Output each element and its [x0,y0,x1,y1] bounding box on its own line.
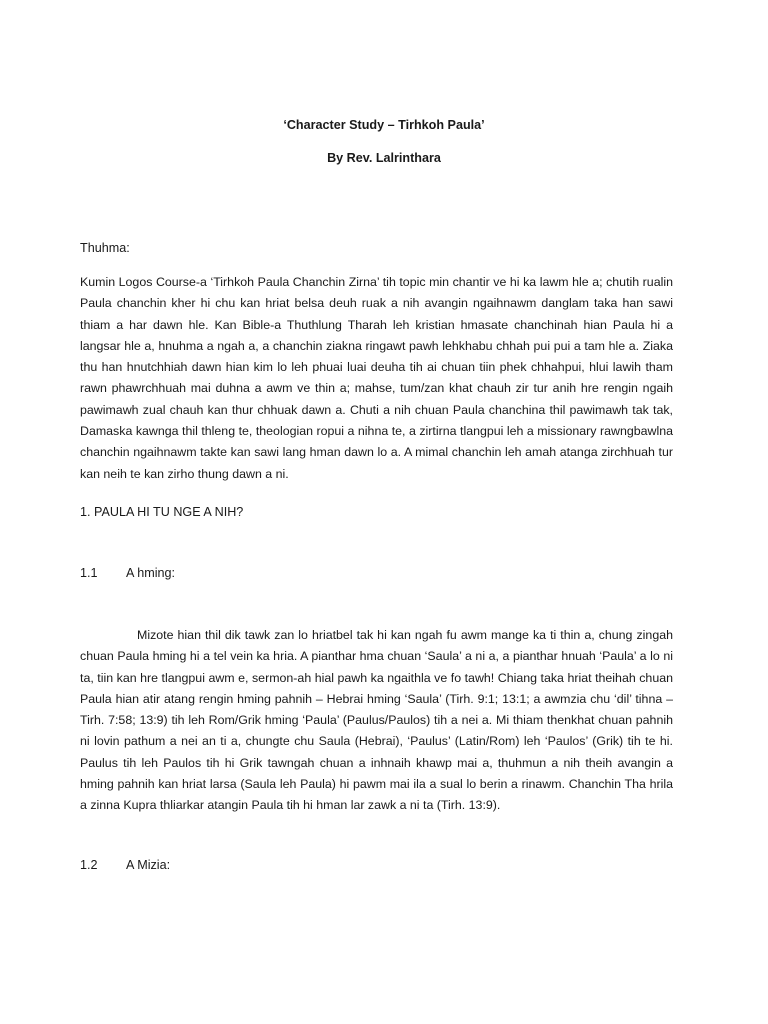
subsection-heading-character [80,858,673,872]
name-paragraph-text: Mizote hian thil dik tawk zan lo hriatbel tak hi kan ngah fu awm mange ka ti thin a, chung zingah chuan Paula hming hi a tel vein ka hria. A pianthar hma chuan ‘Saula’ a ni a, a pianthar hnuah ‘Paula’ a lo ni ta, tiin kan hre tlangpui awm e, sermon-ah hial pawh ka ngaithla ve fo tawh! Chiang taka hriat theihah chuan Paula hian atir atang rengin hming pahnih – Hebrai hming ‘Saula’ (Tirh. 9:1; 13:1; a awmzia chu ‘dil’ tihna – Tirh. 7:58; 13:9) tih leh Rom/Grik hming ‘Paula’ (Paulus/Paulos) tih a nei a. Mi thiam thenkhat chuan pahnih ni lovin pathum a nei an ti a, chungte chu Saula (Hebrai), ‘Paulus’ (Latin/Rom) leh ‘Paulos’ (Grik) tih te hi. Paulus tih leh Paulos tih hi Grik tawngah chuan a inhnaih khawp mai a, thuhmun a nih theih avangin a hming pahnih kan hriat larsa (Saula leh Paula) hi pawm mai ila a sual lo berin a rinawm. Chanchin Tha hrila a zinna Kupra thliarkar atangin Paula tih hi hman lar zawk a ni ta (Tirh. 13:9). [80,628,673,813]
name-paragraph [80,625,673,817]
document-author: By Rev. Lalrinthara [327,151,441,165]
section-heading: 1. PAULA HI TU NGE A NIH? [80,505,244,519]
subsection-title: A Mizia: [126,858,171,872]
subsection-heading-name [80,566,673,580]
subsection-number: 1.2 [80,858,98,872]
intro-paragraph: Kumin Logos Course-a ‘Tirhkoh Paula Chanchin Zirna’ tih topic min chantir ve hi ka lawm hle a; chutih rualin Paula chanchin kher hi chu kan hriat belsa deuh ruak a nih avangin ngaihnawm danglam taka han sawi thiam a har dawn hle. Kan Bible-a Thuthlung Tharah leh kristian hmasate chanchinah hian Paula hi a langsar hle a, hnuhma a ngah a, a chanchin ziakna ringawt pawh lehkhabu chhah pui pui a tam hle a. Ziaka thu han hnutchhiah dawn hian kim lo leh phuai luai deuha tih ai chuan tiin phek chhahpui, hlui lawih tham rawn phawrchhuah mai duhna a awm ve thin a; mahse, tum/zan khat chauh zir tur anih hre rengin ngaih pawimawh zual chauh kan thur chhuak dawn a. Chuti a nih chuan Paula chanchina thil pawimawh tak tak, Damaska kawnga thil thleng te, theologian ropui a nihna te, a zirtirna tlangpui leh a missionary rawngbawlna chanchin ngaihnawm takte kan sawi lang hman dawn lo a. A mimal chanchin leh amah atanga zirchhuah tur kan neih te kan zirho thung dawn a ni. [80,275,673,481]
document-title: ‘Character Study – Tirhkoh Paula’ [283,118,485,132]
intro-label: Thuhma: [80,241,130,255]
subsection-number: 1.1 [80,566,98,580]
subsection-title: A hming: [126,566,176,580]
